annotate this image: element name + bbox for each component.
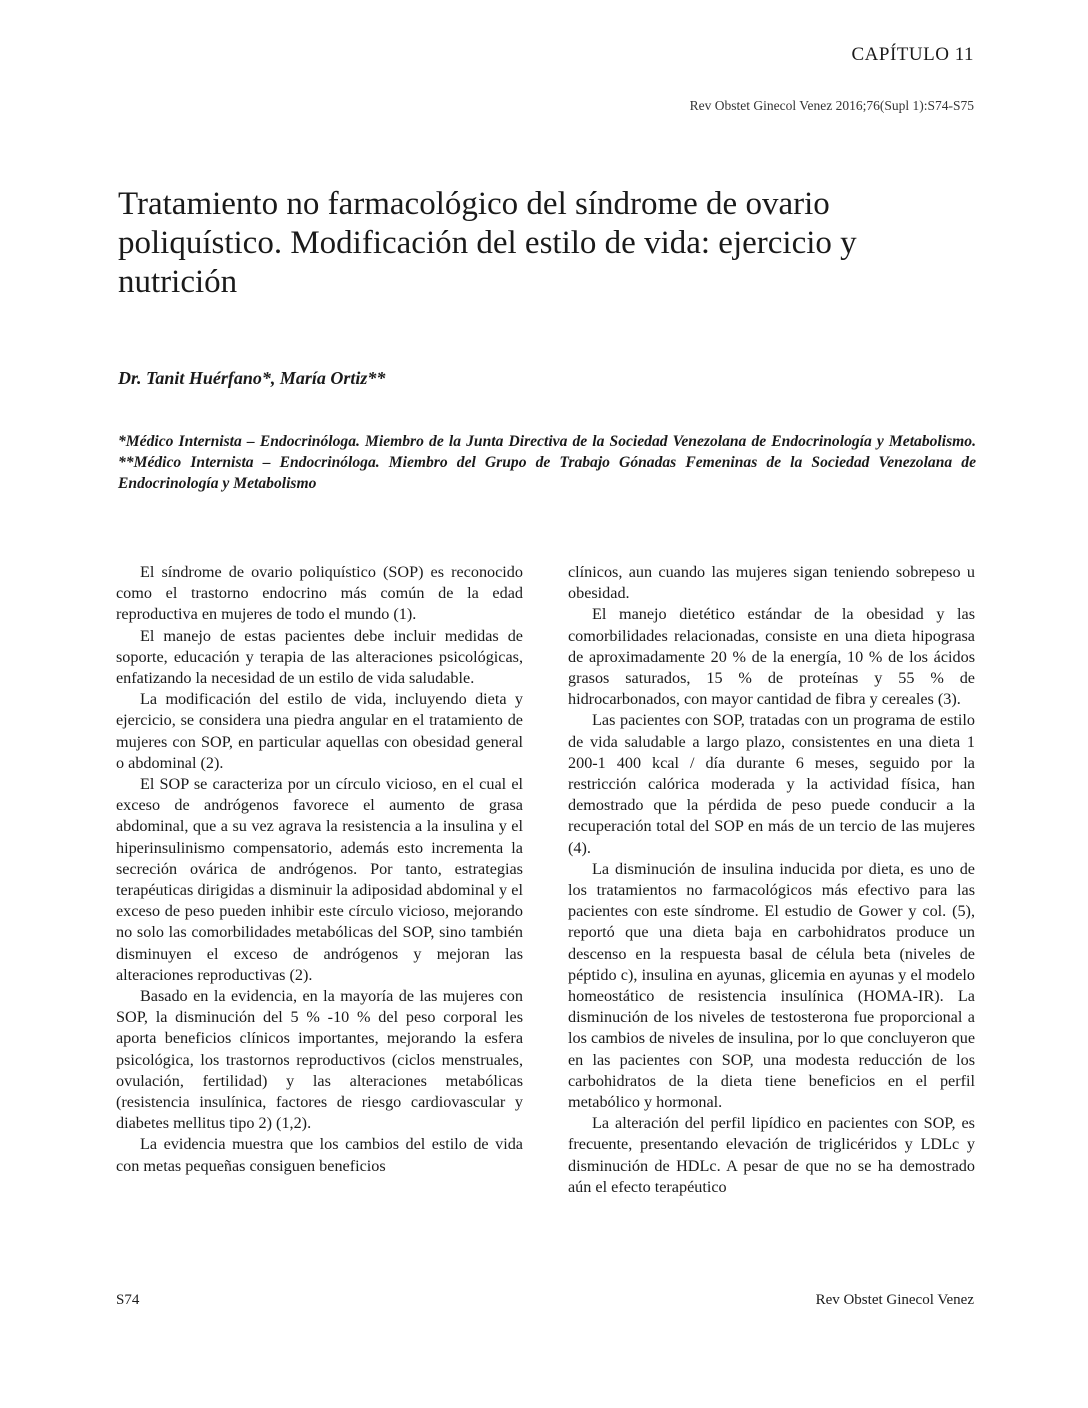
footer-journal: Rev Obstet Ginecol Venez	[815, 1292, 974, 1308]
paragraph: La modificación del estilo de vida, incluyendo dieta y ejercicio, se considera una piedra angular en el tratamiento de mujeres con SOP, en particular aquellas con obesidad general o abdominal (2).	[116, 690, 523, 772]
paragraph: La alteración del perfil lipídico en pacientes con SOP, es frecuente, presentando elevación de triglicéridos y LDLc y disminución de HDLc. A pesar de que no se ha demostrado aún el efecto terapéutico	[568, 1114, 975, 1196]
paragraph-continuation: clínicos, aun cuando las mujeres sigan teniendo sobrepeso u obesidad.	[568, 563, 975, 603]
article-authors: Dr. Tanit Huérfano*, María Ortiz**	[118, 368, 386, 388]
paragraph: El SOP se caracteriza por un círculo vicioso, en el cual el exceso de andrógenos favorece el aumento de grasa abdominal, que a su vez agrava la resistencia a la insulina y el hiperinsulinismo compensatorio, además esto incrementa la secreción ovárica de andrógenos. Por tanto, estrategias terapéuticas dirigidas a disminuir la adiposidad abdominal y el exceso de peso pueden inhibir este círculo vicioso, mejorando no solo las comorbilidades metabólicas del SOP, sino también disminuyen el exceso de andrógenos y mejoran las alteraciones reproductivas (2).	[116, 775, 523, 984]
body-column-left	[116, 562, 523, 1177]
paragraph: La disminución de insulina inducida por dieta, es uno de los tratamientos no farmacológicos más efectivo para las pacientes con este síndrome. El estudio de Gower y col. (5), reportó que una dieta baja en carbohidratos produce un descenso en la respuesta basal de célula beta (niveles de péptido c), insulina en ayunas, glicemia en ayunas y el modelo homeostático de resistencia insulínica (HOMA-IR). La disminución de los niveles de testosterona fue proporcional a los cambios de niveles de insulina, por lo que concluyeron que en las pacientes con SOP, una modesta reducción de los carbohidratos de la dieta tiene beneficios en el perfil metabólico y hormonal.	[568, 859, 975, 1112]
paragraph: El manejo dietético estándar de la obesidad y las comorbilidades relacionadas, consiste en una dieta hipograsa de aproximadamente 20 % de la energía, 10 % de los ácidos grasos saturados, 15 % de proteínas y 55 % de hidrocarbonados, con mayor cantidad de fibra y cereales (3).	[568, 605, 975, 709]
paragraph: El manejo de estas pacientes debe incluir medidas de soporte, educación y terapia de las alteraciones psicológicas, enfatizando la necesidad de un estilo de vida saludable.	[116, 626, 523, 688]
page-number: S74	[116, 1292, 140, 1308]
paragraph: Las pacientes con SOP, tratadas con un programa de estilo de vida saludable a largo plazo, consistentes en una dieta 1 200-1 400 kcal / día durante 6 meses, seguido por la restricción calórica moderada y la actividad física, han demostrado que la pérdida de peso puede conducir a la recuperación total del SOP en más de un tercio de las mujeres (4).	[568, 711, 975, 857]
paragraph: El síndrome de ovario poliquístico (SOP) es reconocido como el trastorno endocrino más común de la edad reproductiva en mujeres de todo el mundo (1).	[116, 563, 523, 624]
author-affiliations: *Médico Internista – Endocrinóloga. Miembro de la Junta Directiva de la Sociedad Venezolana de Endocrinología y Metabolismo. **Médico Internista – Endocrinóloga. Miembro del Grupo de Trabajo Gónadas Femeninas de la Sociedad Venezolana de Endocrinología y Metabolismo	[118, 433, 976, 492]
journal-citation: Rev Obstet Ginecol Venez 2016;76(Supl 1):S74-S75	[689, 98, 974, 113]
chapter-label: CAPÍTULO 11	[851, 44, 974, 65]
article-title: Tratamiento no farmacológico del síndrome de ovario poliquístico. Modificación del estilo de vida: ejercicio y nutrición	[118, 186, 857, 300]
paragraph: Basado en la evidencia, en la mayoría de las mujeres con SOP, la disminución del 5 % -10 % del peso corporal les aporta beneficios clínicos importantes, mejorando la esfera psicológica, los trastornos reproductivos (ciclos menstruales, ovulación, fertilidad) y las alteraciones metabólicas (resistencia insulínica, factores de riesgo cardiovascular y diabetes mellitus tipo 2) (1,2).	[116, 987, 523, 1133]
body-column-right	[568, 562, 975, 1198]
paragraph: La evidencia muestra que los cambios del estilo de vida con metas pequeñas consiguen beneficios	[116, 1135, 523, 1175]
